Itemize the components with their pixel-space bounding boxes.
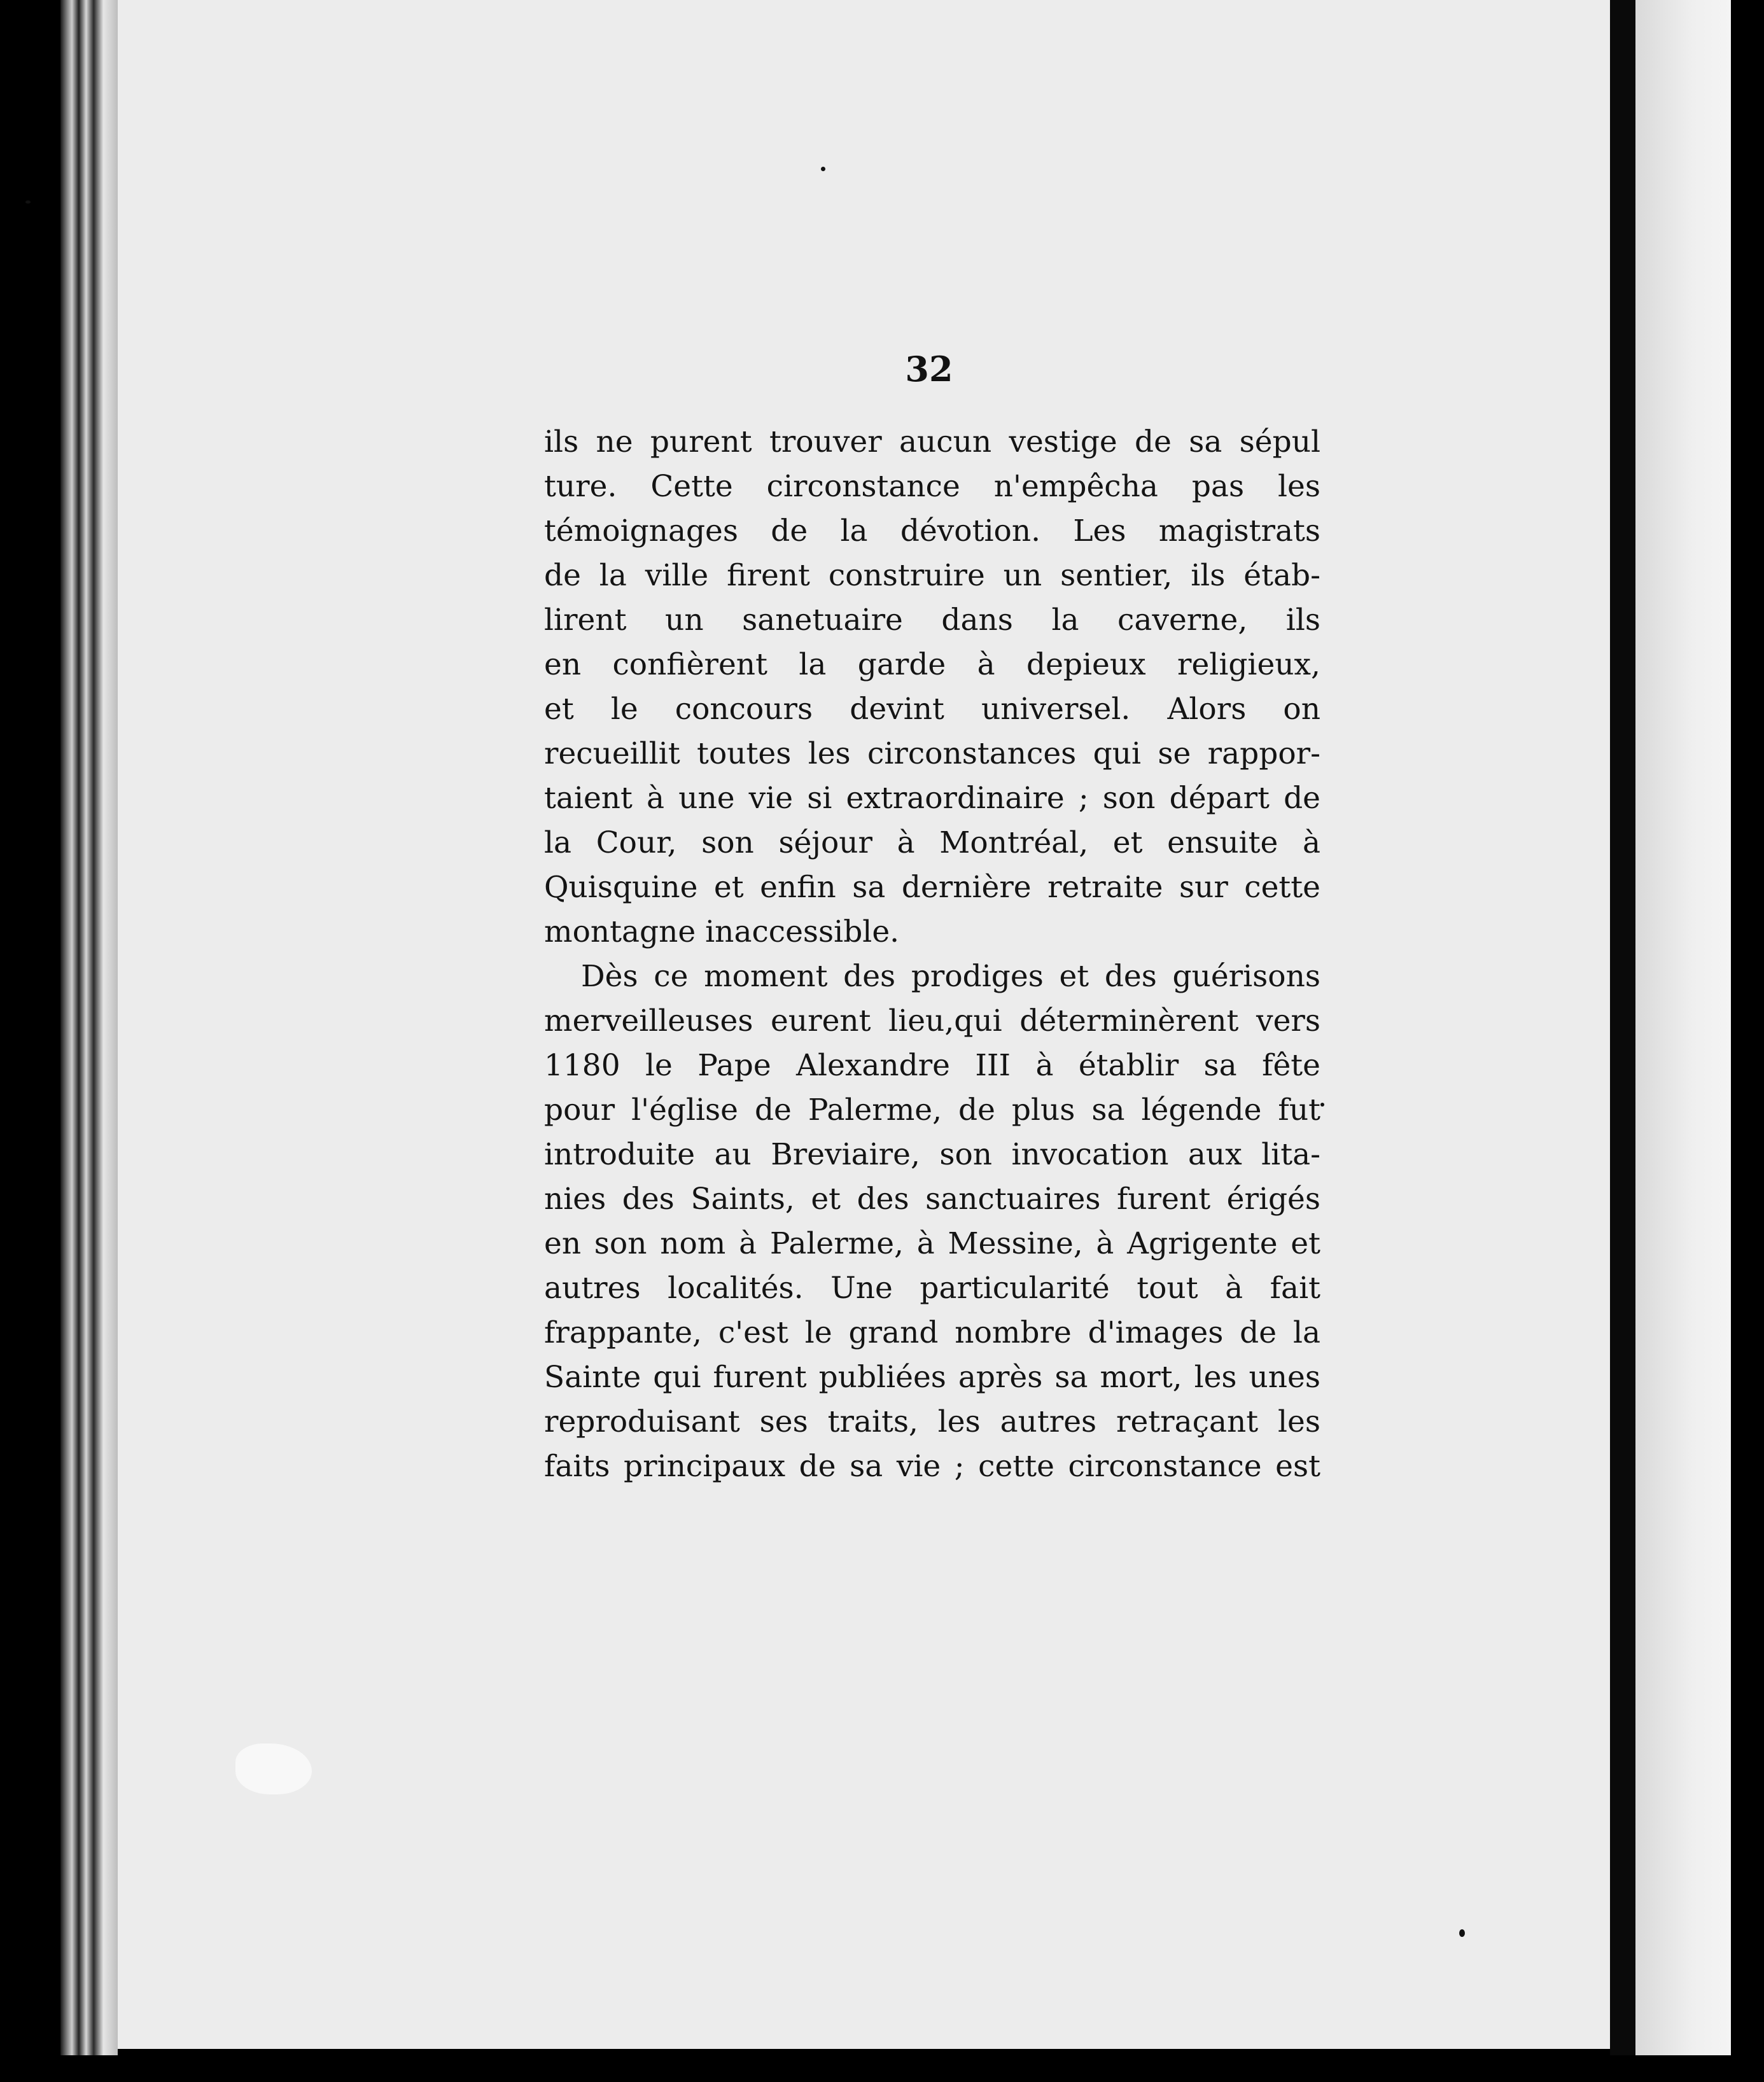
left-page-edge	[60, 0, 118, 2055]
speck	[821, 167, 825, 171]
speck	[1459, 1929, 1465, 1937]
text-line: faits principaux de sa vie ; cette circonstance est	[544, 1449, 1320, 1484]
text-line: introduite au Breviaire, son invocation aux lita-	[544, 1137, 1320, 1172]
text-line: ils ne purent trouver aucun vestige de sa sépul	[544, 424, 1320, 459]
text-line: reproduisant ses traits, les autres retraçant les	[544, 1404, 1320, 1439]
text-line: et le concours devint universel. Alors on	[544, 692, 1320, 727]
text-line: taient à une vie si extraordinaire ; son départ de	[544, 781, 1320, 816]
text-line: en confièrent la garde à depieux religieux,	[544, 647, 1320, 682]
text-line: frappante, c'est le grand nombre d'images de la	[544, 1315, 1320, 1350]
speck	[25, 200, 31, 204]
text-line: 1180 le Pape Alexandre III à établir sa fête	[544, 1048, 1320, 1083]
text-line: la Cour, son séjour à Montréal, et ensuite à	[544, 825, 1320, 860]
text-line: lirent un sanetuaire dans la caverne, ils	[544, 603, 1320, 638]
speck	[1320, 1103, 1324, 1107]
text-line: en son nom à Palerme, à Messine, à Agrigente et	[544, 1226, 1320, 1261]
scan-border-bottom	[0, 2055, 1764, 2082]
text-line: nies des Saints, et des sanctuaires furent érigés	[544, 1182, 1320, 1217]
text-line: Sainte qui furent publiées après sa mort, les unes	[544, 1360, 1320, 1395]
text-line: merveilleuses eurent lieu,qui déterminèrent vers	[544, 1003, 1320, 1038]
text-line: témoignages de la dévotion. Les magistrats	[544, 514, 1320, 548]
body-text	[544, 420, 1320, 1489]
text-line: autres localités. Une particularité tout à fait	[544, 1271, 1320, 1306]
text-line: de la ville firent construire un sentier, ils étab-	[544, 558, 1320, 593]
page-number: 32	[905, 349, 953, 389]
text-line: Quisquine et enfin sa dernière retraite sur cette	[544, 870, 1320, 905]
next-page-edge	[1635, 0, 1731, 2055]
text-line: ture. Cette circonstance n'empêcha pas les	[544, 469, 1320, 504]
binding-edge	[1610, 0, 1635, 2055]
scan-border-right	[1731, 0, 1764, 2082]
text-line: montagne inaccessible.	[544, 914, 900, 949]
text-line: Dès ce moment des prodiges et des guérisons	[581, 959, 1320, 994]
text-line: recueillit toutes les circonstances qui se rappor-	[544, 736, 1320, 771]
text-line: pour l'église de Palerme, de plus sa légende fut	[544, 1093, 1320, 1128]
